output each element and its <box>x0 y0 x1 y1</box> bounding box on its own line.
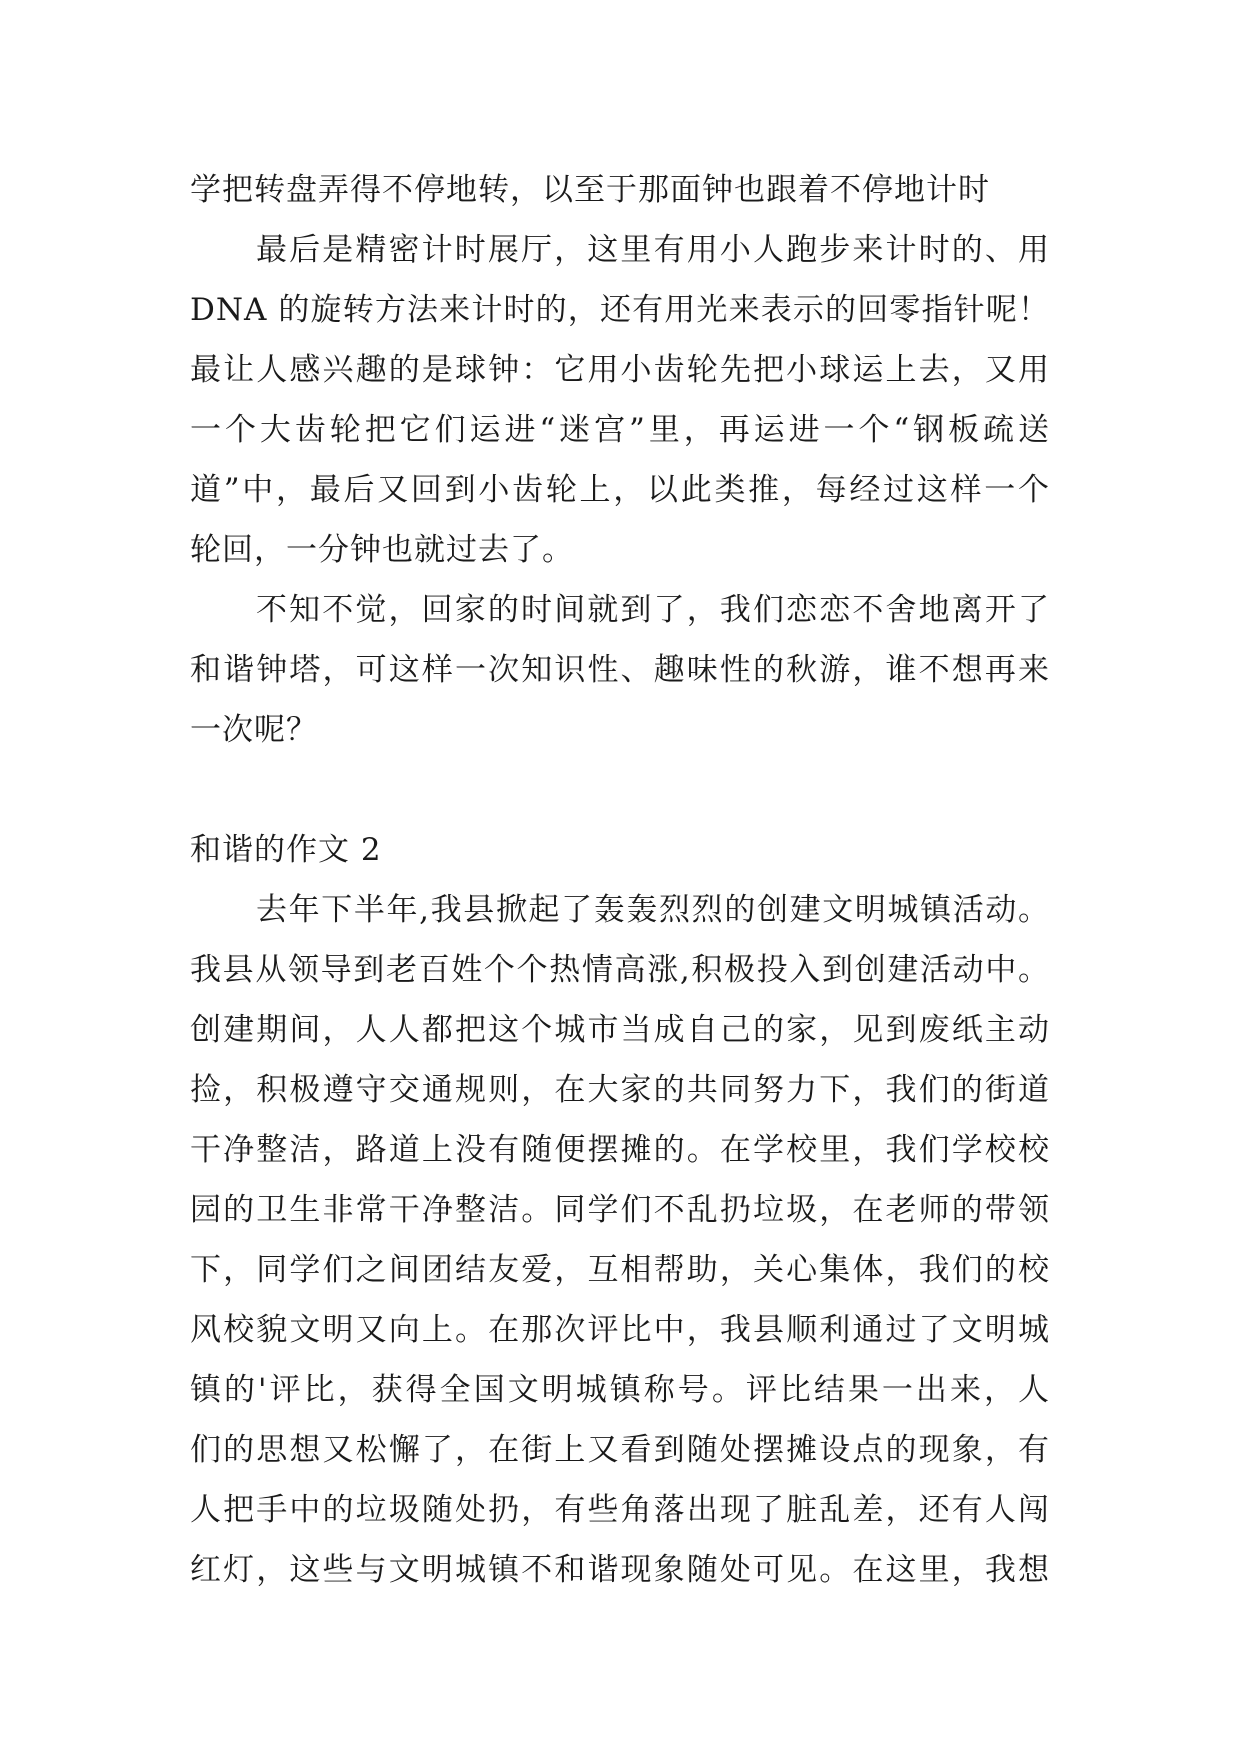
text-line: 风校貌文明又向上。在那次评比中，我县顺利通过了文明城 <box>190 1312 1050 1348</box>
text-line: 学把转盘弄得不停地转，以至于那面钟也跟着不停地计时 <box>190 172 990 208</box>
text-line: 捡，积极遵守交通规则，在大家的共同努力下，我们的街道 <box>190 1072 1050 1108</box>
text-line: 最让人感兴趣的是球钟：它用小齿轮先把小球运上去，又用 <box>190 352 1050 388</box>
text-line: 我县从领导到老百姓个个热情高涨,积极投入到创建活动中。 <box>190 952 1050 988</box>
text-line: 不知不觉，回家的时间就到了，我们恋恋不舍地离开了 <box>256 592 1050 628</box>
text-line: 红灯，这些与文明城镇不和谐现象随处可见。在这里，我想 <box>190 1552 1050 1588</box>
section-title: 和谐的作文 2 <box>190 832 382 868</box>
text-line: 轮回，一分钟也就过去了。 <box>190 532 574 568</box>
text-line: 人把手中的垃圾随处扔，有些角落出现了脏乱差，还有人闯 <box>190 1492 1050 1528</box>
document-body <box>190 160 1050 1600</box>
text-line: 最后是精密计时展厅，这里有用小人跑步来计时的、用 <box>256 232 1050 268</box>
paragraph-precision-timing-hall <box>190 220 1050 580</box>
text-line: 园的卫生非常干净整洁。同学们不乱扔垃圾，在老师的带领 <box>190 1192 1050 1228</box>
text-line: 镇的'评比，获得全国文明城镇称号。评比结果一出来，人 <box>190 1372 1050 1408</box>
text-line: 和谐钟塔，可这样一次知识性、趣味性的秋游，谁不想再来 <box>190 652 1050 688</box>
section-heading <box>190 820 1050 880</box>
paragraph-spacer <box>190 760 1050 820</box>
text-line: 道”中，最后又回到小齿轮上，以此类推，每经过这样一个 <box>190 472 1050 508</box>
text-line: 干净整洁，路道上没有随便摆摊的。在学校里，我们学校校 <box>190 1132 1050 1168</box>
text-line: 一个大齿轮把它们运进“迷宫”里，再运进一个“钢板疏送 <box>190 412 1050 448</box>
text-line: 创建期间，人人都把这个城市当成自己的家，见到废纸主动 <box>190 1012 1050 1048</box>
paragraph-going-home <box>190 580 1050 760</box>
paragraph-continued <box>190 160 1050 220</box>
text-line: DNA 的旋转方法来计时的，还有用光来表示的回零指针呢！ <box>190 292 1050 328</box>
text-line: 下，同学们之间团结友爱，互相帮助，关心集体，我们的校 <box>190 1252 1050 1288</box>
paragraph-civilized-town <box>190 880 1050 1600</box>
text-line: 一次呢？ <box>190 712 318 748</box>
text-line: 去年下半年,我县掀起了轰轰烈烈的创建文明城镇活动。 <box>256 892 1050 928</box>
text-line: 们的思想又松懈了，在街上又看到随处摆摊设点的现象，有 <box>190 1432 1050 1468</box>
